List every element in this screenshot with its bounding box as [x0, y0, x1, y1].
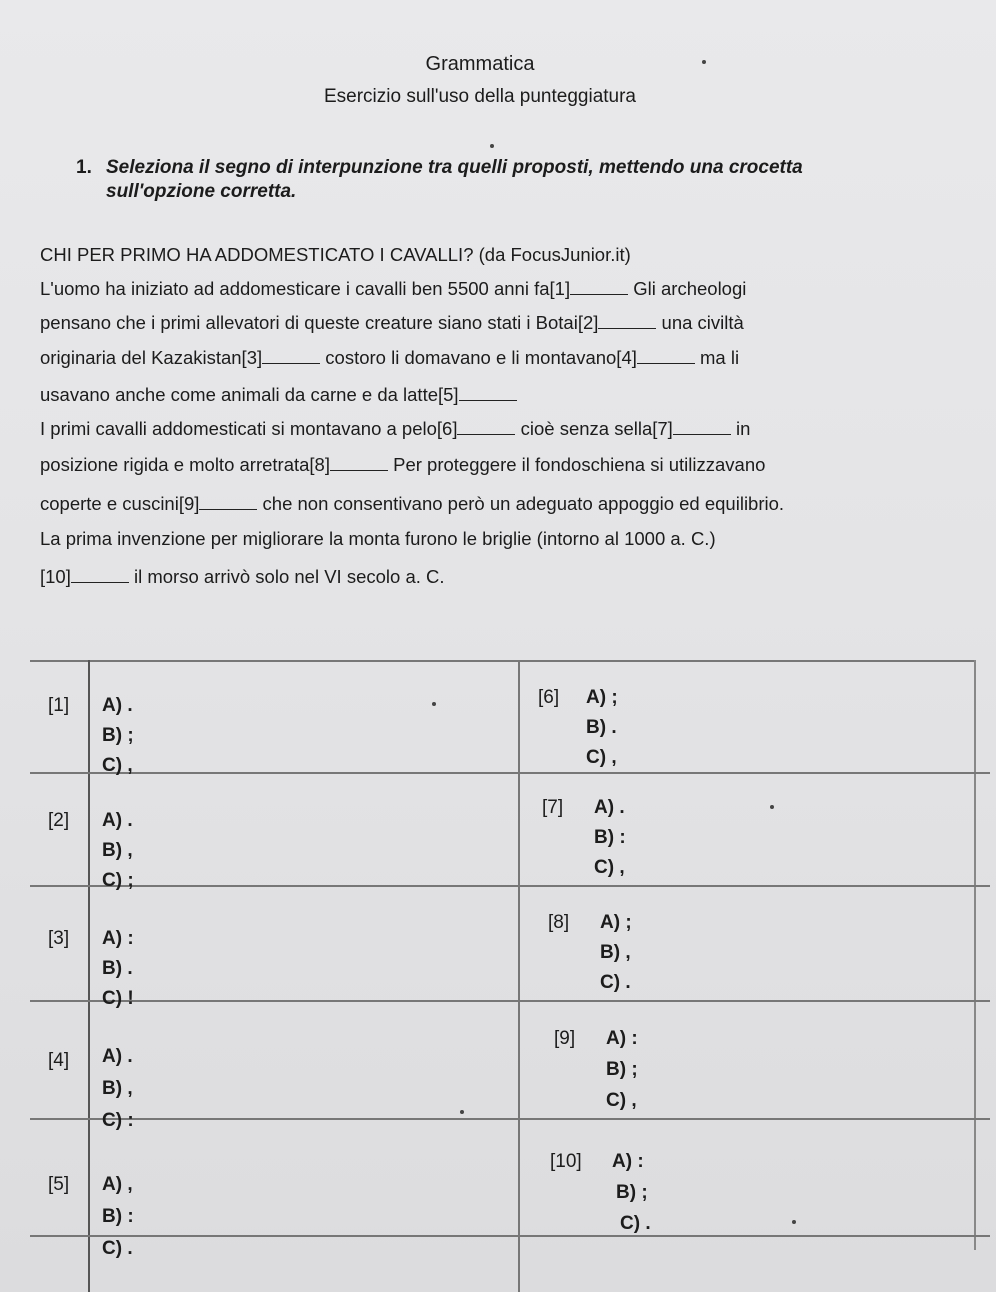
option-8c[interactable]: C) .: [600, 972, 631, 993]
option-4a[interactable]: A) .: [102, 1046, 133, 1067]
option-1b[interactable]: B) ;: [102, 725, 134, 746]
text-segment: originaria del Kazakistan[3]: [40, 347, 263, 368]
question-number: [8]: [548, 912, 570, 933]
passage-line-6: [40, 454, 765, 476]
question-number: [6]: [538, 687, 560, 708]
option-9b[interactable]: B) ;: [606, 1059, 638, 1080]
option-9c[interactable]: C) ,: [606, 1090, 637, 1111]
instruction-number: 1.: [76, 157, 92, 178]
text-segment: [10]: [40, 566, 71, 587]
pencil-dot: [702, 60, 706, 64]
pencil-dot: [432, 702, 436, 706]
subject-title: Grammatica: [425, 53, 535, 75]
option-3c[interactable]: C) !: [102, 988, 134, 1009]
question-number: [10]: [550, 1151, 582, 1172]
passage-line-7: [40, 493, 784, 515]
option-6c[interactable]: C) ,: [586, 747, 617, 768]
pencil-dot: [460, 1110, 464, 1114]
blank-7[interactable]: [673, 433, 731, 435]
option-10c[interactable]: C) .: [620, 1213, 651, 1234]
option-1a[interactable]: A) .: [102, 695, 133, 716]
option-6a[interactable]: A) ;: [586, 687, 618, 708]
text-segment: il morso arrivò solo nel VI secolo a. C.: [134, 566, 445, 587]
passage-line-4: [40, 384, 517, 406]
option-1c[interactable]: C) ,: [102, 755, 133, 776]
passage-line-2: [40, 312, 744, 334]
grid-row-divider: [30, 885, 990, 887]
passage-title: CHI PER PRIMO HA ADDOMESTICATO I CAVALLI? (da FocusJunior.it): [40, 244, 631, 265]
option-3a[interactable]: A) :: [102, 928, 134, 949]
passage-line-1: [40, 278, 746, 300]
option-8a[interactable]: A) ;: [600, 912, 632, 933]
option-5b[interactable]: B) :: [102, 1206, 134, 1227]
question-number: [7]: [542, 797, 564, 818]
option-7b[interactable]: B) :: [594, 827, 626, 848]
option-2a[interactable]: A) .: [102, 810, 133, 831]
grid-border: [974, 660, 976, 1250]
passage-line-3: [40, 347, 739, 369]
instruction-line1: Seleziona il segno di interpunzione tra quelli proposti, mettendo una crocetta: [106, 157, 803, 178]
question-number: [5]: [48, 1174, 70, 1195]
text-segment: in: [735, 418, 751, 439]
option-7c[interactable]: C) ,: [594, 857, 625, 878]
option-10b[interactable]: B) ;: [616, 1182, 648, 1203]
question-number: [3]: [48, 928, 70, 949]
blank-9[interactable]: [199, 508, 257, 510]
passage-line-5: [40, 418, 750, 440]
text-segment: Gli archeologi: [633, 278, 747, 299]
option-9a[interactable]: A) :: [606, 1028, 638, 1049]
grid-divider: [88, 660, 90, 1292]
pencil-dot: [792, 1220, 796, 1224]
text-segment: I primi cavalli addomesticati si montavano a pelo[6]: [40, 418, 458, 439]
text-segment: Per proteggere il fondoschiena si utilizzavano: [393, 454, 766, 475]
pencil-dot: [770, 805, 774, 809]
option-10a[interactable]: A) :: [612, 1151, 644, 1172]
option-2c[interactable]: C) ;: [102, 870, 134, 891]
option-5c[interactable]: C) .: [102, 1238, 133, 1259]
pencil-dot: [490, 144, 494, 148]
option-5a[interactable]: A) ,: [102, 1174, 133, 1195]
text-segment: ma li: [700, 347, 740, 368]
answer-grid: [30, 660, 976, 1292]
option-8b[interactable]: B) ,: [600, 942, 631, 963]
option-2b[interactable]: B) ,: [102, 840, 133, 861]
option-6b[interactable]: B) .: [586, 717, 617, 738]
text-segment: posizione rigida e molto arretrata[8]: [40, 454, 330, 475]
blank-10[interactable]: [71, 581, 129, 583]
grid-divider: [518, 660, 520, 1292]
grid-row-divider: [30, 772, 990, 774]
text-segment: pensano che i primi allevatori di queste creature siano stati i Botai[2]: [40, 312, 599, 333]
option-4c[interactable]: C) :: [102, 1110, 134, 1131]
blank-1[interactable]: [570, 293, 628, 295]
text-segment: costoro li domavano e li montavano[4]: [325, 347, 637, 368]
question-number: [9]: [554, 1028, 576, 1049]
question-number: [2]: [48, 810, 70, 831]
text-segment: una civiltà: [661, 312, 744, 333]
text-segment: usavano anche come animali da carne e da latte[5]: [40, 384, 459, 405]
grid-row-divider: [30, 1000, 990, 1002]
text-segment: che non consentivano però un adeguato appoggio ed equilibrio.: [262, 493, 785, 514]
text-segment: L'uomo ha iniziato ad addomesticare i cavalli ben 5500 anni fa[1]: [40, 278, 571, 299]
grid-row-divider: [30, 1235, 990, 1237]
text-segment: cioè senza sella[7]: [520, 418, 673, 439]
instruction: [76, 156, 936, 204]
passage-line-8: La prima invenzione per migliorare la monta furono le briglie (intorno al 1000 a. C.): [40, 528, 716, 549]
question-number: [1]: [48, 695, 70, 716]
grid-row-divider: [30, 1118, 990, 1120]
question-number: [4]: [48, 1050, 70, 1071]
option-7a[interactable]: A) .: [594, 797, 625, 818]
blank-2[interactable]: [598, 327, 656, 329]
blank-6[interactable]: [457, 433, 515, 435]
blank-3[interactable]: [262, 362, 320, 364]
blank-5[interactable]: [459, 399, 517, 401]
passage-line-9: [40, 566, 445, 588]
exercise-title: Esercizio sull'uso della punteggiatura: [323, 86, 637, 107]
text-segment: coperte e cuscini[9]: [40, 493, 200, 514]
blank-4[interactable]: [637, 362, 695, 364]
option-3b[interactable]: B) .: [102, 958, 133, 979]
option-4b[interactable]: B) ,: [102, 1078, 133, 1099]
instruction-line2: sull'opzione corretta.: [106, 181, 297, 202]
blank-8[interactable]: [330, 469, 388, 471]
grid-border: [30, 660, 976, 662]
